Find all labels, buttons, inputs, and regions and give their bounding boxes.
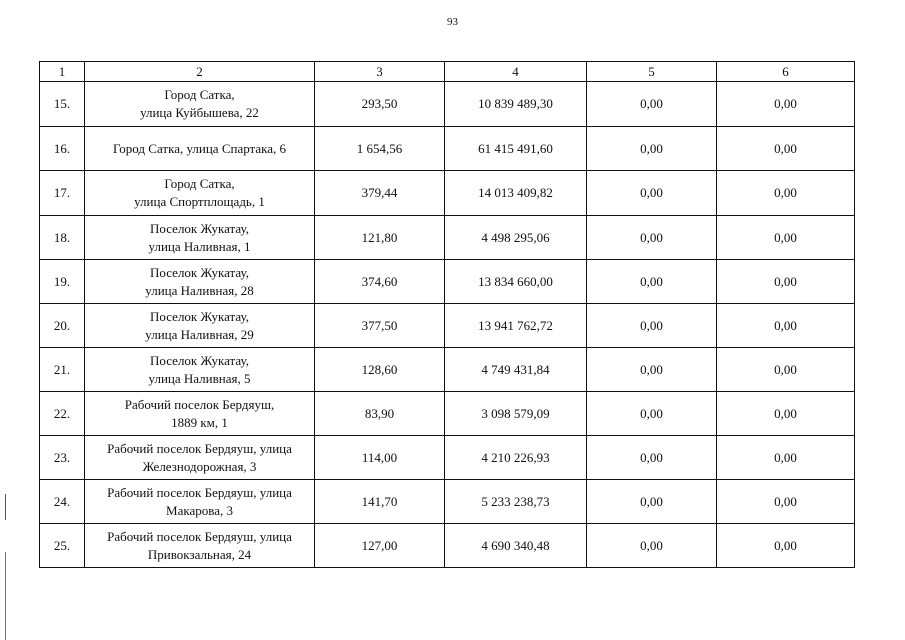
column-5-value: 0,00 [587,524,717,568]
column-header-1: 1 [40,62,85,82]
table-row [40,127,855,171]
column-5-value: 0,00 [587,82,717,127]
column-5-value: 0,00 [587,392,717,436]
column-5-value: 0,00 [587,436,717,480]
address-cell [85,348,315,392]
area-value: 377,50 [315,304,445,348]
column-5-value: 0,00 [587,127,717,171]
area-value: 1 654,56 [315,127,445,171]
address-line: Поселок Жукатау, [150,264,249,280]
address-line: улица Наливная, 29 [145,326,254,342]
address-cell [85,392,315,436]
table-row [40,524,855,568]
cost-value: 13 834 660,00 [445,260,587,304]
area-value: 128,60 [315,348,445,392]
table-row [40,216,855,260]
page-number: 93 [447,16,458,28]
scan-margin-mark [5,494,6,520]
data-table [39,61,855,568]
address-line: улица Наливная, 1 [148,238,251,254]
column-5-value: 0,00 [587,171,717,216]
address-line: Город Сатка, [164,176,235,191]
table-row [40,171,855,216]
cost-value: 10 839 489,30 [445,82,587,127]
table-header-row [40,62,855,82]
address-line: улица Спортплощадь, 1 [134,194,265,209]
address-cell [85,480,315,524]
address-line: улица Куйбышева, 22 [140,105,259,120]
row-number: 23. [40,436,85,480]
address-line: Поселок Жукатау, [150,352,249,368]
cost-value: 13 941 762,72 [445,304,587,348]
address-line: Макарова, 3 [166,502,233,518]
row-number: 20. [40,304,85,348]
cost-value: 4 749 431,84 [445,348,587,392]
column-header-2: 2 [85,62,315,82]
address-line: 1889 км, 1 [171,414,228,430]
row-number: 19. [40,260,85,304]
address-cell [85,260,315,304]
address-line: Поселок Жукатау, [150,308,249,324]
table-row [40,82,855,127]
address-line: улица Наливная, 28 [145,282,254,298]
area-value: 374,60 [315,260,445,304]
address-cell [85,127,315,171]
column-6-value: 0,00 [717,216,855,260]
scan-margin-mark [5,552,6,640]
column-6-value: 0,00 [717,392,855,436]
area-value: 379,44 [315,171,445,216]
column-6-value: 0,00 [717,127,855,171]
row-number: 21. [40,348,85,392]
column-6-value: 0,00 [717,260,855,304]
column-header-6: 6 [717,62,855,82]
address-cell [85,524,315,568]
row-number: 25. [40,524,85,568]
row-number: 17. [40,171,85,216]
address-line: Город Сатка, [164,87,235,102]
column-6-value: 0,00 [717,480,855,524]
column-6-value: 0,00 [717,348,855,392]
column-6-value: 0,00 [717,82,855,127]
row-number: 18. [40,216,85,260]
address-line: Рабочий поселок Бердяуш, улица [107,440,292,456]
area-value: 141,70 [315,480,445,524]
area-value: 114,00 [315,436,445,480]
cost-value: 5 233 238,73 [445,480,587,524]
row-number: 22. [40,392,85,436]
row-number: 16. [40,127,85,171]
cost-value: 61 415 491,60 [445,127,587,171]
table-row [40,348,855,392]
column-5-value: 0,00 [587,216,717,260]
address-line: Железнодорожная, 3 [142,458,257,474]
column-6-value: 0,00 [717,436,855,480]
table-row [40,480,855,524]
column-5-value: 0,00 [587,480,717,524]
cost-value: 4 498 295,06 [445,216,587,260]
column-5-value: 0,00 [587,348,717,392]
area-value: 293,50 [315,82,445,127]
column-5-value: 0,00 [587,304,717,348]
column-header-5: 5 [587,62,717,82]
address-cell [85,436,315,480]
cost-value: 4 210 226,93 [445,436,587,480]
area-value: 121,80 [315,216,445,260]
table-row [40,392,855,436]
address-line: Рабочий поселок Бердяуш, [124,396,275,412]
area-value: 83,90 [315,392,445,436]
area-value: 127,00 [315,524,445,568]
column-6-value: 0,00 [717,304,855,348]
column-header-3: 3 [315,62,445,82]
column-6-value: 0,00 [717,524,855,568]
address-line: улица Наливная, 5 [148,370,251,386]
address-cell [85,304,315,348]
address-line: Поселок Жукатау, [150,220,249,236]
address-line: Город Сатка, улица Спартака, 6 [112,140,287,156]
cost-value: 14 013 409,82 [445,171,587,216]
column-6-value: 0,00 [717,171,855,216]
address-cell [85,216,315,260]
address-line: Рабочий поселок Бердяуш, улица [107,528,292,544]
table-row [40,304,855,348]
column-5-value: 0,00 [587,260,717,304]
address-cell [85,82,315,127]
column-header-4: 4 [445,62,587,82]
row-number: 15. [40,82,85,127]
cost-value: 4 690 340,48 [445,524,587,568]
table-row [40,436,855,480]
address-cell [85,171,315,216]
cost-value: 3 098 579,09 [445,392,587,436]
table-body [40,82,855,568]
address-line: Рабочий поселок Бердяуш, улица [107,484,292,500]
table-row [40,260,855,304]
address-line: Привокзальная, 24 [147,546,252,562]
row-number: 24. [40,480,85,524]
